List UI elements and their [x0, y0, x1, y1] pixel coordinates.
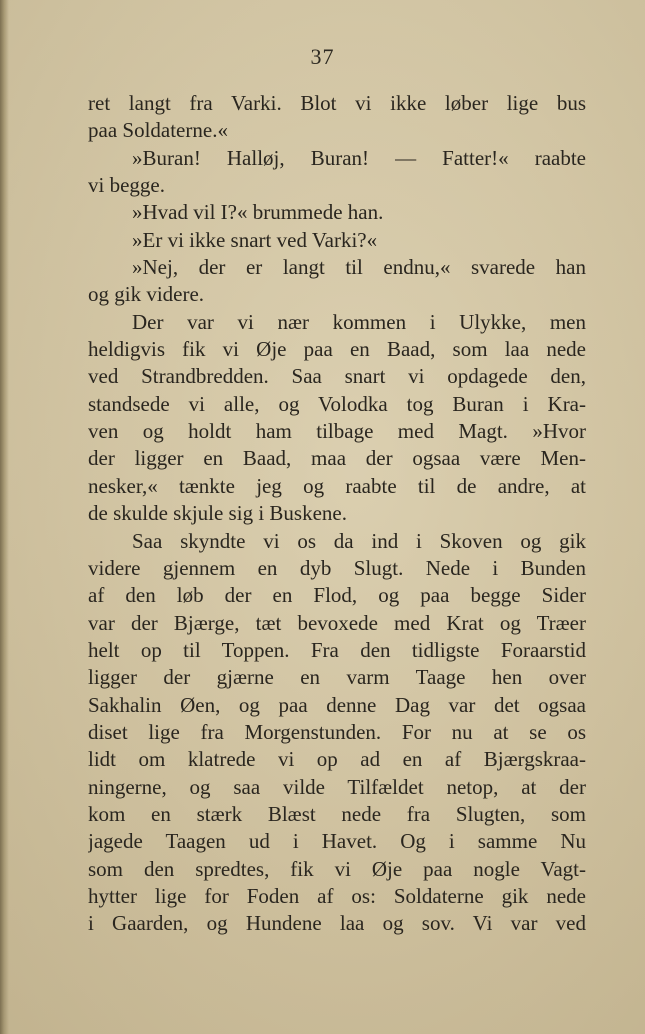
text-line: lidt om klatrede vi op ad en af Bjærgskraa- [88, 747, 586, 772]
text-line: standsede vi alle, og Volodka tog Buran i Kra- [88, 391, 586, 416]
text-line: ven og holdt ham tilbage med Magt. »Hvor [88, 419, 586, 444]
text-line: Sakhalin Øen, og paa denne Dag var det ogsaa [88, 692, 586, 717]
body-text [88, 90, 586, 938]
text-line: kom en stærk Blæst nede fra Slugten, som [88, 801, 586, 826]
text-line: de skulde skjule sig i Buskene. [88, 501, 347, 526]
text-line: heldigvis fik vi Øje paa en Baad, som laa nede [88, 337, 586, 362]
page-number: 37 [310, 44, 335, 69]
text-line: af den løb der en Flod, og paa begge Sider [88, 583, 586, 608]
text-line: ret langt fra Varki. Blot vi ikke løber lige bus [88, 91, 586, 115]
text-line: helt op til Toppen. Fra den tidligste Foraarstid [88, 637, 586, 662]
text-line: der ligger en Baad, maa der ogsaa være Men- [88, 446, 586, 471]
text-line: og gik videre. [88, 282, 205, 307]
text-line: hytter lige for Foden af os: Soldaterne gik nede [88, 883, 586, 908]
text-line: ningerne, og saa vilde Tilfældet netop, at der [88, 774, 586, 799]
page-binding-edge [0, 0, 9, 1034]
text-line: nesker,« tænkte jeg og raabte til de andre, at [88, 473, 586, 498]
text-line: i Gaarden, og Hundene laa og sov. Vi var ved [88, 911, 586, 936]
text-line: diset lige fra Morgenstunden. For nu at se os [88, 719, 586, 744]
text-line: »Nej, der er langt til endnu,« svarede han [132, 255, 586, 280]
text-line: »Er vi ikke snart ved Varki?« [132, 227, 378, 252]
text-line: ved Strandbredden. Saa snart vi opdagede den, [88, 364, 586, 389]
text-line: Der var vi nær kommen i Ulykke, men [132, 309, 586, 334]
text-line: paa Soldaterne.« [88, 118, 228, 143]
text-line: »Hvad vil I?« brummede han. [132, 200, 384, 225]
text-line: videre gjennem en dyb Slugt. Nede i Bunden [88, 555, 586, 580]
text-line: ligger der gjærne en varm Taage hen over [88, 665, 586, 690]
text-line: »Buran! Halløj, Buran! — Fatter!« raabte [132, 145, 586, 170]
text-line: jagede Taagen ud i Havet. Og i samme Nu [88, 829, 586, 854]
text-line: vi begge. [88, 173, 165, 198]
text-line: Saa skyndte vi os da ind i Skoven og gik [132, 528, 586, 553]
text-line: som den spredtes, fik vi Øje paa nogle Vagt- [88, 856, 586, 881]
text-line: var der Bjærge, tæt bevoxede med Krat og Træer [88, 610, 586, 635]
